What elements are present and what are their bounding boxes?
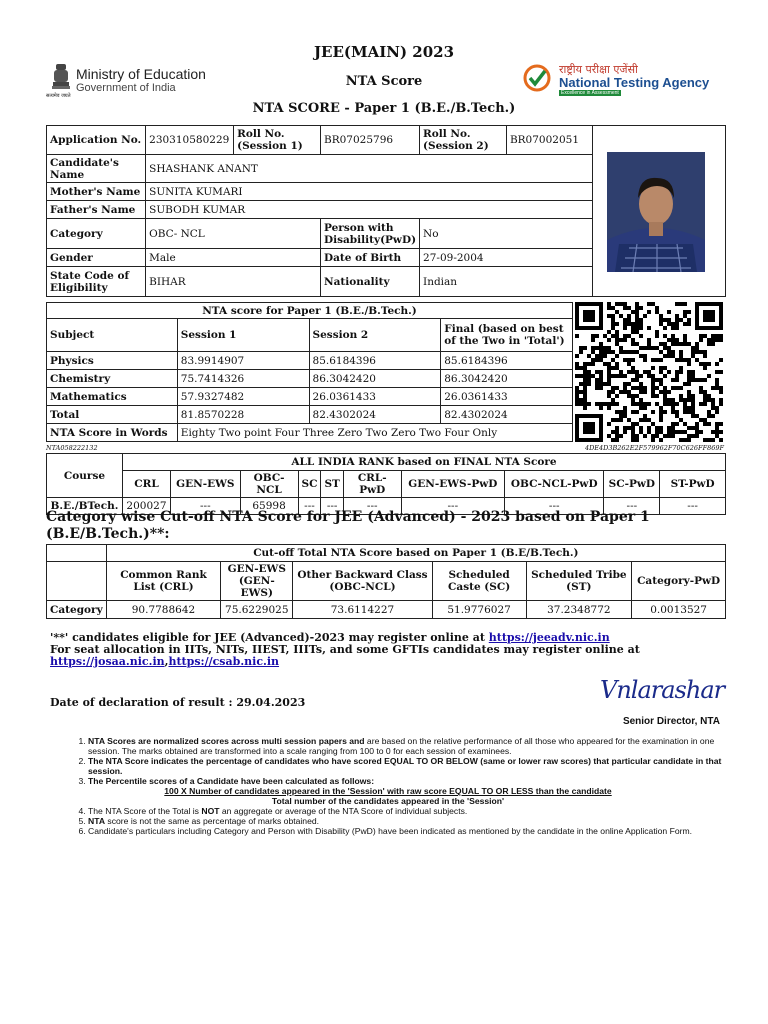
score-header-session2: Session 2 <box>309 319 441 352</box>
score-header-session1: Session 1 <box>177 319 309 352</box>
score-row-physics <box>47 352 573 370</box>
note-text: The NTA Score of the Total is <box>88 806 199 816</box>
rank-header: OBC-NCL-PwD <box>505 471 604 498</box>
josaa-link[interactable]: https://josaa.nic.in <box>50 655 165 668</box>
rank-header: CRL <box>122 471 170 498</box>
score-subject: Total <box>47 406 178 424</box>
cutoff-value: 90.7788642 <box>106 601 221 619</box>
gender-label: Gender <box>47 249 146 267</box>
cutoff-value: 73.6114227 <box>293 601 432 619</box>
rank-value: 200027 <box>122 498 170 515</box>
father-name-value: SUBODH KUMAR <box>146 201 592 219</box>
note-bold: The NTA Score indicates the percentage of candidates who have scored EQUAL TO OR BELOW (same or lower raw scores) that particular candidate in that session. <box>88 756 722 776</box>
roll2-value: BR07002051 <box>506 126 592 155</box>
cutoff-value: 37.2348772 <box>526 601 632 619</box>
qr-finder-pattern <box>583 422 595 434</box>
note-text: are based on the relative performance of all those who appeared for the examination in one session. The marks obtained are transformed into a scale ranging from 100 to 0 for each session of examinees. <box>88 736 715 756</box>
score-row-total <box>47 406 573 424</box>
score-subject: Physics <box>47 352 178 370</box>
reference-code-right: 4DE4D3B262E2F579962F70C626FF869F <box>584 444 724 452</box>
cutoff-row-label: Category <box>47 601 107 619</box>
rank-course: B.E./BTech. <box>47 498 123 515</box>
cutoff-value: 75.6229025 <box>221 601 293 619</box>
state-value: BIHAR <box>146 267 321 297</box>
jee-adv-registration-text: '**' candidates eligible for JEE (Advanced)-2023 may register online at <box>50 631 489 644</box>
cutoff-row <box>47 601 726 619</box>
ashoka-emblem-icon <box>50 62 72 96</box>
seat-allocation-line: For seat allocation in IITs, NITs, IIEST, IIITs, and some GFTIs candidates may register online at <box>50 643 640 656</box>
rank-header: CRL-PwD <box>343 471 401 498</box>
pwd-label: Person with Disability(PwD) <box>321 219 420 249</box>
note-text: score is not the same as percentage of marks obtained. <box>105 816 320 826</box>
score-session2: 85.6184396 <box>309 352 441 370</box>
score-row-chemistry <box>47 370 573 388</box>
score-table-title: NTA score for Paper 1 (B.E./B.Tech.) <box>47 303 573 319</box>
nta-hindi-name: राष्ट्रीय परीक्षा एजेंसी <box>559 63 638 76</box>
rank-value: --- <box>505 498 604 515</box>
rank-header: OBC-NCL <box>240 471 298 498</box>
qr-finder-pattern <box>583 310 595 322</box>
cutoff-heading: Category wise Cut-off NTA Score for JEE (Advanced) - 2023 based on Paper 1 (B.E/B.Tech.)**: <box>46 509 650 542</box>
note-text: Candidate's particulars including Category and Person with Disability (PwD) have been indicated as mentioned by the candidate in the online Application Form. <box>88 826 693 836</box>
ministry-logo <box>76 66 206 94</box>
score-session2: 26.0361433 <box>309 388 441 406</box>
mother-name-label: Mother's Name <box>47 183 146 201</box>
note-bold: NOT <box>201 806 220 816</box>
percentile-formula <box>48 786 728 806</box>
link-separator: , <box>164 655 169 668</box>
cutoff-value: 0.0013527 <box>632 601 726 619</box>
reference-code-left: NTA058222132 <box>46 444 98 452</box>
score-header-subject: Subject <box>47 319 178 352</box>
candidate-photo <box>607 152 705 272</box>
director-signature: Vnlarashar <box>600 676 725 704</box>
score-type-title: NTA Score <box>345 74 423 89</box>
roll2-label: Roll No. (Session 2) <box>420 126 507 155</box>
rank-value: --- <box>321 498 343 515</box>
score-words-label: NTA Score in Words <box>47 424 178 442</box>
score-final: 26.0361433 <box>441 388 573 406</box>
score-final: 82.4302024 <box>441 406 573 424</box>
note-text: an aggregate or average of the NTA Score of individual subjects. <box>219 806 468 816</box>
registration-info <box>50 632 730 668</box>
rank-header: GEN-EWS <box>170 471 240 498</box>
category-value: OBC- NCL <box>146 219 321 249</box>
cutoff-header: GEN-EWS (GEN-EWS) <box>221 562 293 601</box>
rank-value: --- <box>170 498 240 515</box>
rank-header: GEN-EWS-PwD <box>401 471 504 498</box>
score-final: 85.6184396 <box>441 352 573 370</box>
father-name-label: Father's Name <box>47 201 146 219</box>
nta-check-icon <box>523 64 551 92</box>
roll1-value: BR07025796 <box>321 126 420 155</box>
application-no-value: 230310580229 <box>146 126 234 155</box>
cutoff-header: Other Backward Class (OBC-NCL) <box>293 562 432 601</box>
cutoff-header: Scheduled Tribe (ST) <box>526 562 632 601</box>
score-subject: Mathematics <box>47 388 178 406</box>
score-session1: 57.9327482 <box>177 388 309 406</box>
note-item <box>88 736 728 756</box>
ministry-name: Ministry of Education <box>76 66 206 82</box>
csab-link[interactable]: https://csab.nic.in <box>168 655 280 668</box>
note-item <box>88 816 728 826</box>
exam-title: JEE(MAIN) 2023 <box>313 43 455 61</box>
cutoff-value: 51.9776027 <box>432 601 526 619</box>
category-label: Category <box>47 219 146 249</box>
dob-label: Date of Birth <box>321 249 420 267</box>
score-final: 86.3042420 <box>441 370 573 388</box>
score-session1: 75.7414326 <box>177 370 309 388</box>
notes-list <box>78 736 728 836</box>
cutoff-header: Scheduled Caste (SC) <box>432 562 526 601</box>
score-session1: 81.8570228 <box>177 406 309 424</box>
rank-value: --- <box>604 498 660 515</box>
roll1-label: Roll No. (Session 1) <box>234 126 321 155</box>
formula-denominator: Total number of the candidates appeared in the 'Session' <box>271 796 505 806</box>
rank-table <box>46 453 726 515</box>
note-item <box>88 756 728 776</box>
rank-title: ALL INDIA RANK based on FINAL NTA Score <box>122 454 725 471</box>
nta-score-table <box>46 302 573 442</box>
state-label: State Code of Eligibility <box>47 267 146 297</box>
formula-numerator: 100 X Number of candidates appeared in the 'Session' with raw score EQUAL TO OR LESS than the candidate <box>164 786 612 796</box>
nta-tagline: Excellence in Assessment <box>561 90 619 96</box>
pwd-value: No <box>420 219 593 249</box>
qr-code <box>575 302 723 442</box>
gender-value: Male <box>146 249 321 267</box>
qr-finder-pattern <box>703 310 715 322</box>
score-subject: Chemistry <box>47 370 178 388</box>
note-item <box>88 826 728 836</box>
paper-title: NTA SCORE - Paper 1 (B.E./B.Tech.) <box>252 101 516 116</box>
score-session2: 82.4302024 <box>309 406 441 424</box>
score-session2: 86.3042420 <box>309 370 441 388</box>
declaration-date: Date of declaration of result : 29.04.2023 <box>50 696 306 709</box>
score-row-mathematics <box>47 388 573 406</box>
note-bold: NTA Scores are normalized scores across multi session papers and <box>88 736 365 746</box>
nationality-label: Nationality <box>321 267 420 297</box>
rank-value: --- <box>401 498 504 515</box>
nationality-value: Indian <box>420 267 593 297</box>
dob-value: 27-09-2004 <box>420 249 593 267</box>
rank-value: --- <box>298 498 321 515</box>
signatory-title: Senior Director, NTA <box>622 716 720 727</box>
cutoff-header: Category-PwD <box>632 562 726 601</box>
mother-name-value: SUNITA KUMARI <box>146 183 592 201</box>
rank-value: --- <box>660 498 726 515</box>
score-header-final: Final (based on best of the Two in 'Total') <box>441 319 573 352</box>
nta-english-name: National Testing Agency <box>559 75 710 90</box>
course-label: Course <box>47 454 123 498</box>
rank-value: 65998 <box>240 498 298 515</box>
seat-allocation-links <box>50 656 730 668</box>
note-item <box>88 776 728 806</box>
emblem-caption: सत्यमेव जयते <box>46 93 71 99</box>
score-words-value: Eighty Two point Four Three Zero Two Zero Two Four Only <box>177 424 572 442</box>
note-bold: The Percentile scores of a Candidate have been calculated as follows: <box>88 776 375 786</box>
application-no-label: Application No. <box>47 126 146 155</box>
candidate-name-value: SHASHANK ANANT <box>146 155 592 183</box>
note-bold: NTA <box>88 816 106 826</box>
rank-header: ST-PwD <box>660 471 726 498</box>
cutoff-table-title: Cut-off Total NTA Score based on Paper 1 (B.E/B.Tech.) <box>106 545 725 562</box>
note-item <box>88 806 728 816</box>
jeeadv-link[interactable]: https://jeeadv.nic.in <box>488 631 610 644</box>
candidate-name-label: Candidate's Name <box>47 155 146 183</box>
candidate-photo-image <box>607 152 705 272</box>
rank-value: --- <box>343 498 401 515</box>
cutoff-header: Common Rank List (CRL) <box>106 562 221 601</box>
rank-header: SC <box>298 471 321 498</box>
cutoff-table <box>46 544 726 619</box>
ministry-subtitle: Government of India <box>76 82 176 94</box>
rank-header: ST <box>321 471 343 498</box>
score-session1: 83.9914907 <box>177 352 309 370</box>
rank-header: SC-PwD <box>604 471 660 498</box>
